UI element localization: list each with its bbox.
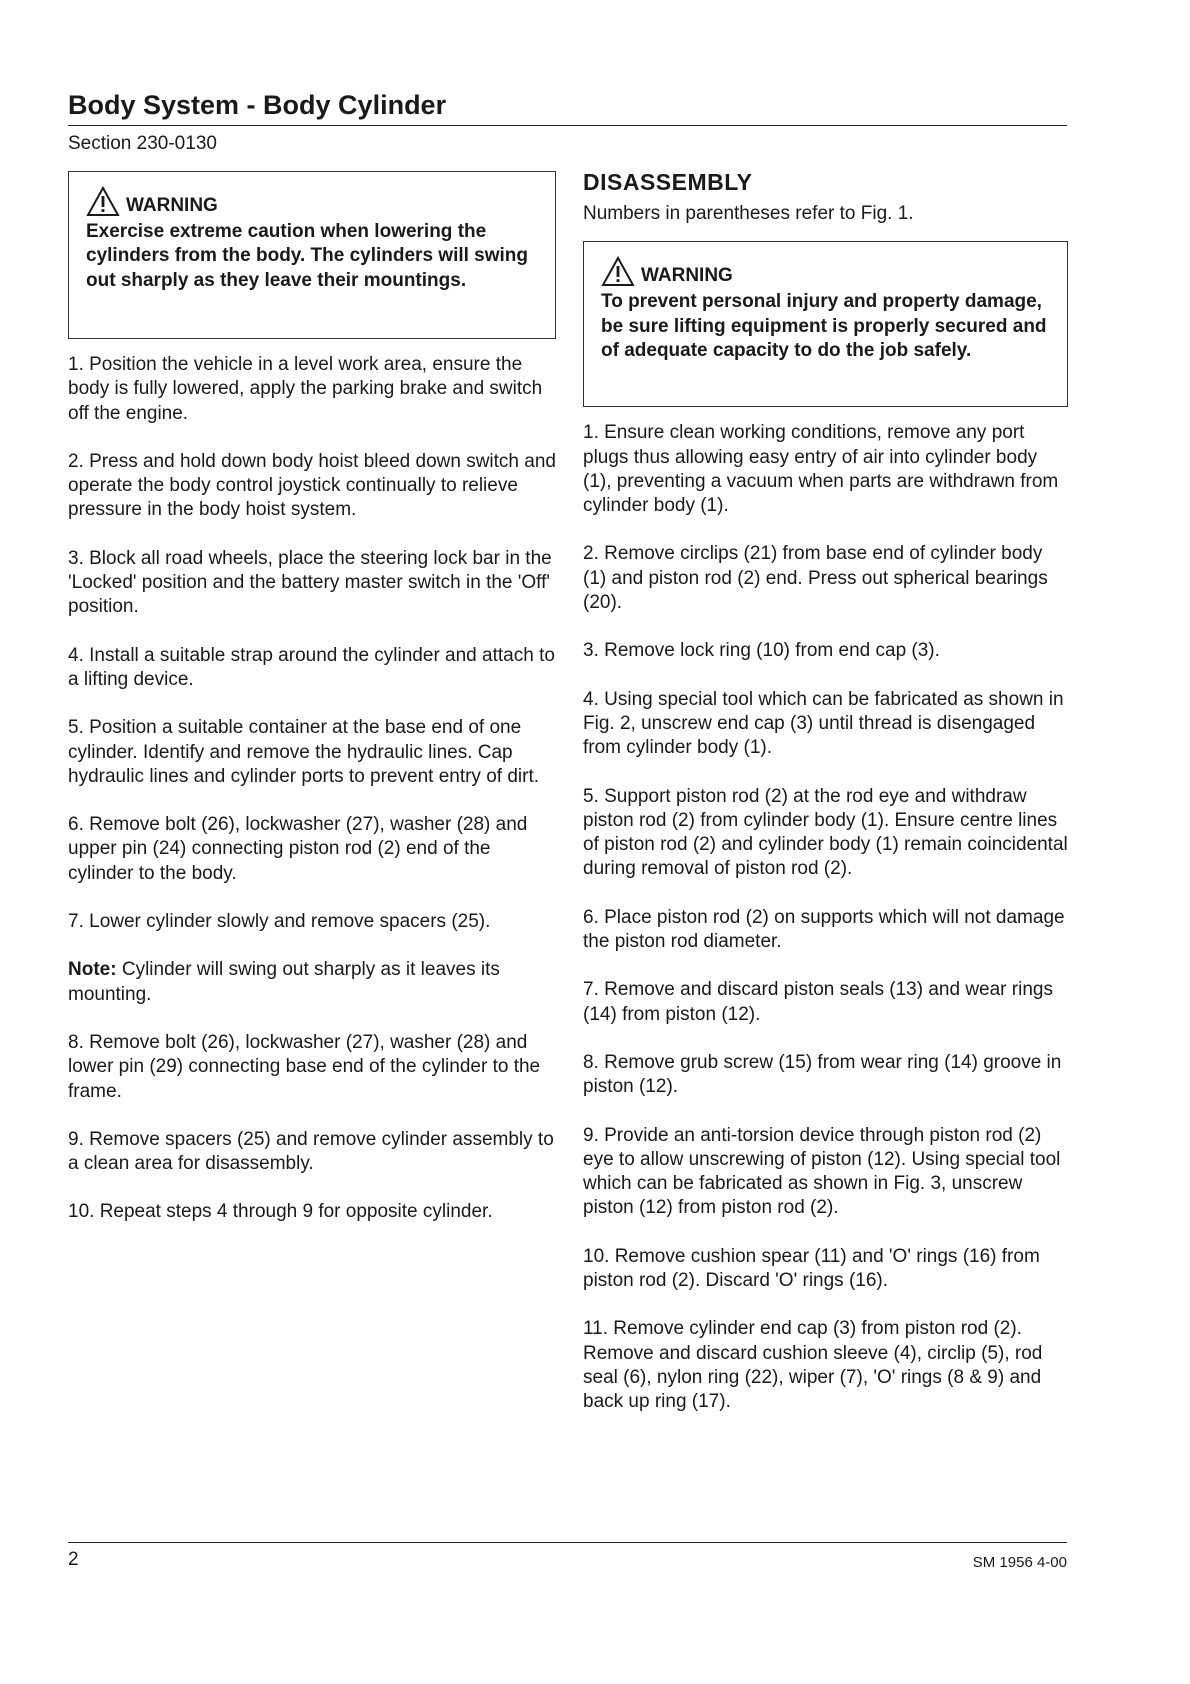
step-6: 6. Remove bolt (26), lockwasher (27), washer (28) and upper pin (24) connecting piston rod (2) end of the cylinder to the body. — [68, 814, 528, 884]
footer-divider — [68, 1542, 1067, 1543]
page-number: 2 — [68, 1549, 79, 1570]
step-9: 9. Remove spacers (25) and remove cylinder assembly to a clean area for disassembly. — [68, 1128, 554, 1175]
disassembly-intro: Numbers in parentheses refer to Fig. 1. — [583, 203, 914, 224]
warning-label: WARNING — [641, 265, 733, 287]
step-7: 7. Lower cylinder slowly and remove spacers (25). — [68, 911, 491, 933]
page-title: Body System - Body Cylinder — [68, 90, 447, 120]
step-4: 4. Install a suitable strap around the cylinder and attach to a lifting device. — [68, 644, 555, 690]
warning-label: WARNING — [126, 195, 218, 216]
disassembly-heading: DISASSEMBLY — [583, 169, 753, 195]
warning-text: To prevent personal injury and property damage, be sure lifting equipment is properly secured and of adequate capacity to do the job safely. — [601, 291, 1047, 361]
note — [68, 958, 556, 1007]
disassembly-step-6: 6. Place piston rod (2) on supports which will not damage the piston rod diameter. — [583, 906, 1065, 953]
disassembly-step-8: 8. Remove grub screw (15) from wear ring (14) groove in piston (12). — [583, 1051, 1062, 1098]
step-10: 10. Repeat steps 4 through 9 for opposite cylinder. — [68, 1201, 493, 1223]
disassembly-step-7: 7. Remove and discard piston seals (13) and wear rings (14) from piston (12). — [583, 979, 1053, 1025]
left-column — [68, 171, 556, 1249]
warning-header — [86, 186, 539, 217]
warning-box-lowering — [68, 171, 556, 339]
step-5: 5. Position a suitable container at the base end of one cylinder. Identify and remove the hydraulic lines. Cap hydraulic lines and cylinder ports to prevent entry of dirt. — [68, 717, 540, 787]
step-3: 3. Block all road wheels, place the steering lock bar in the 'Locked' position and the battery master switch in the 'Off' position. — [68, 547, 552, 618]
disassembly-step-11: 11. Remove cylinder end cap (3) from piston rod (2). Remove and discard cushion sleeve (4), circlip (5), rod seal (6), nylon ring (22), wiper (7), 'O' rings (8 & 9) and back up ring (17). — [583, 1318, 1043, 1413]
right-column — [583, 168, 1068, 1439]
note-label: Note: — [68, 959, 117, 981]
disassembly-step-3: 3. Remove lock ring (10) from end cap (3). — [583, 640, 940, 662]
disassembly-step-9: 9. Provide an anti-torsion device through piston rod (2) eye to allow unscrewing of piston (12). Using special tool which can be fabricated as shown in Fig. 3, unscrew piston (12) from piston rod (2). — [583, 1124, 1061, 1219]
disassembly-step-5: 5. Support piston rod (2) at the rod eye and withdraw piston rod (2) from cylinder body (1). Ensure centre lines of piston rod (2) and cylinder body (1) remain coincidental during removal of piston rod (2). — [583, 785, 1068, 880]
section-number: Section 230-0130 — [68, 133, 217, 154]
step-2: 2. Press and hold down body hoist bleed down switch and operate the body control joystick continually to relieve pressure in the body hoist system. — [68, 450, 556, 521]
step-8: 8. Remove bolt (26), lockwasher (27), washer (28) and lower pin (29) connecting base end of the cylinder to the frame. — [68, 1031, 541, 1102]
disassembly-step-2: 2. Remove circlips (21) from base end of cylinder body (1) and piston rod (2) end. Press out spherical bearings (20). — [583, 543, 1048, 614]
disassembly-step-10: 10. Remove cushion spear (11) and 'O' rings (16) from piston rod (2). Discard 'O' rings (16). — [583, 1245, 1040, 1292]
note-text: Cylinder will swing out sharply as it leaves its mounting. — [68, 959, 500, 1005]
header-divider — [68, 125, 1067, 126]
document-code: SM 1956 4-00 — [972, 1554, 1067, 1571]
disassembly-step-1: 1. Ensure clean working conditions, remove any port plugs thus allowing easy entry of air into cylinder body (1), preventing a vacuum when parts are withdrawn from cylinder body (1). — [583, 422, 1059, 517]
warning-header — [601, 256, 1051, 287]
disassembly-step-4: 4. Using special tool which can be fabricated as shown in Fig. 2, unscrew end cap (3) until thread is disengaged from cylinder body (1). — [583, 688, 1064, 759]
warning-box-lifting — [583, 241, 1068, 407]
warning-triangle-icon — [86, 186, 120, 217]
warning-triangle-icon — [601, 256, 635, 287]
warning-text: Exercise extreme caution when lowering the cylinders from the body. The cylinders will swing out sharply as they leave their mountings. — [86, 221, 529, 291]
step-1: 1. Position the vehicle in a level work area, ensure the body is fully lowered, apply the parking brake and switch off the engine. — [68, 354, 543, 424]
